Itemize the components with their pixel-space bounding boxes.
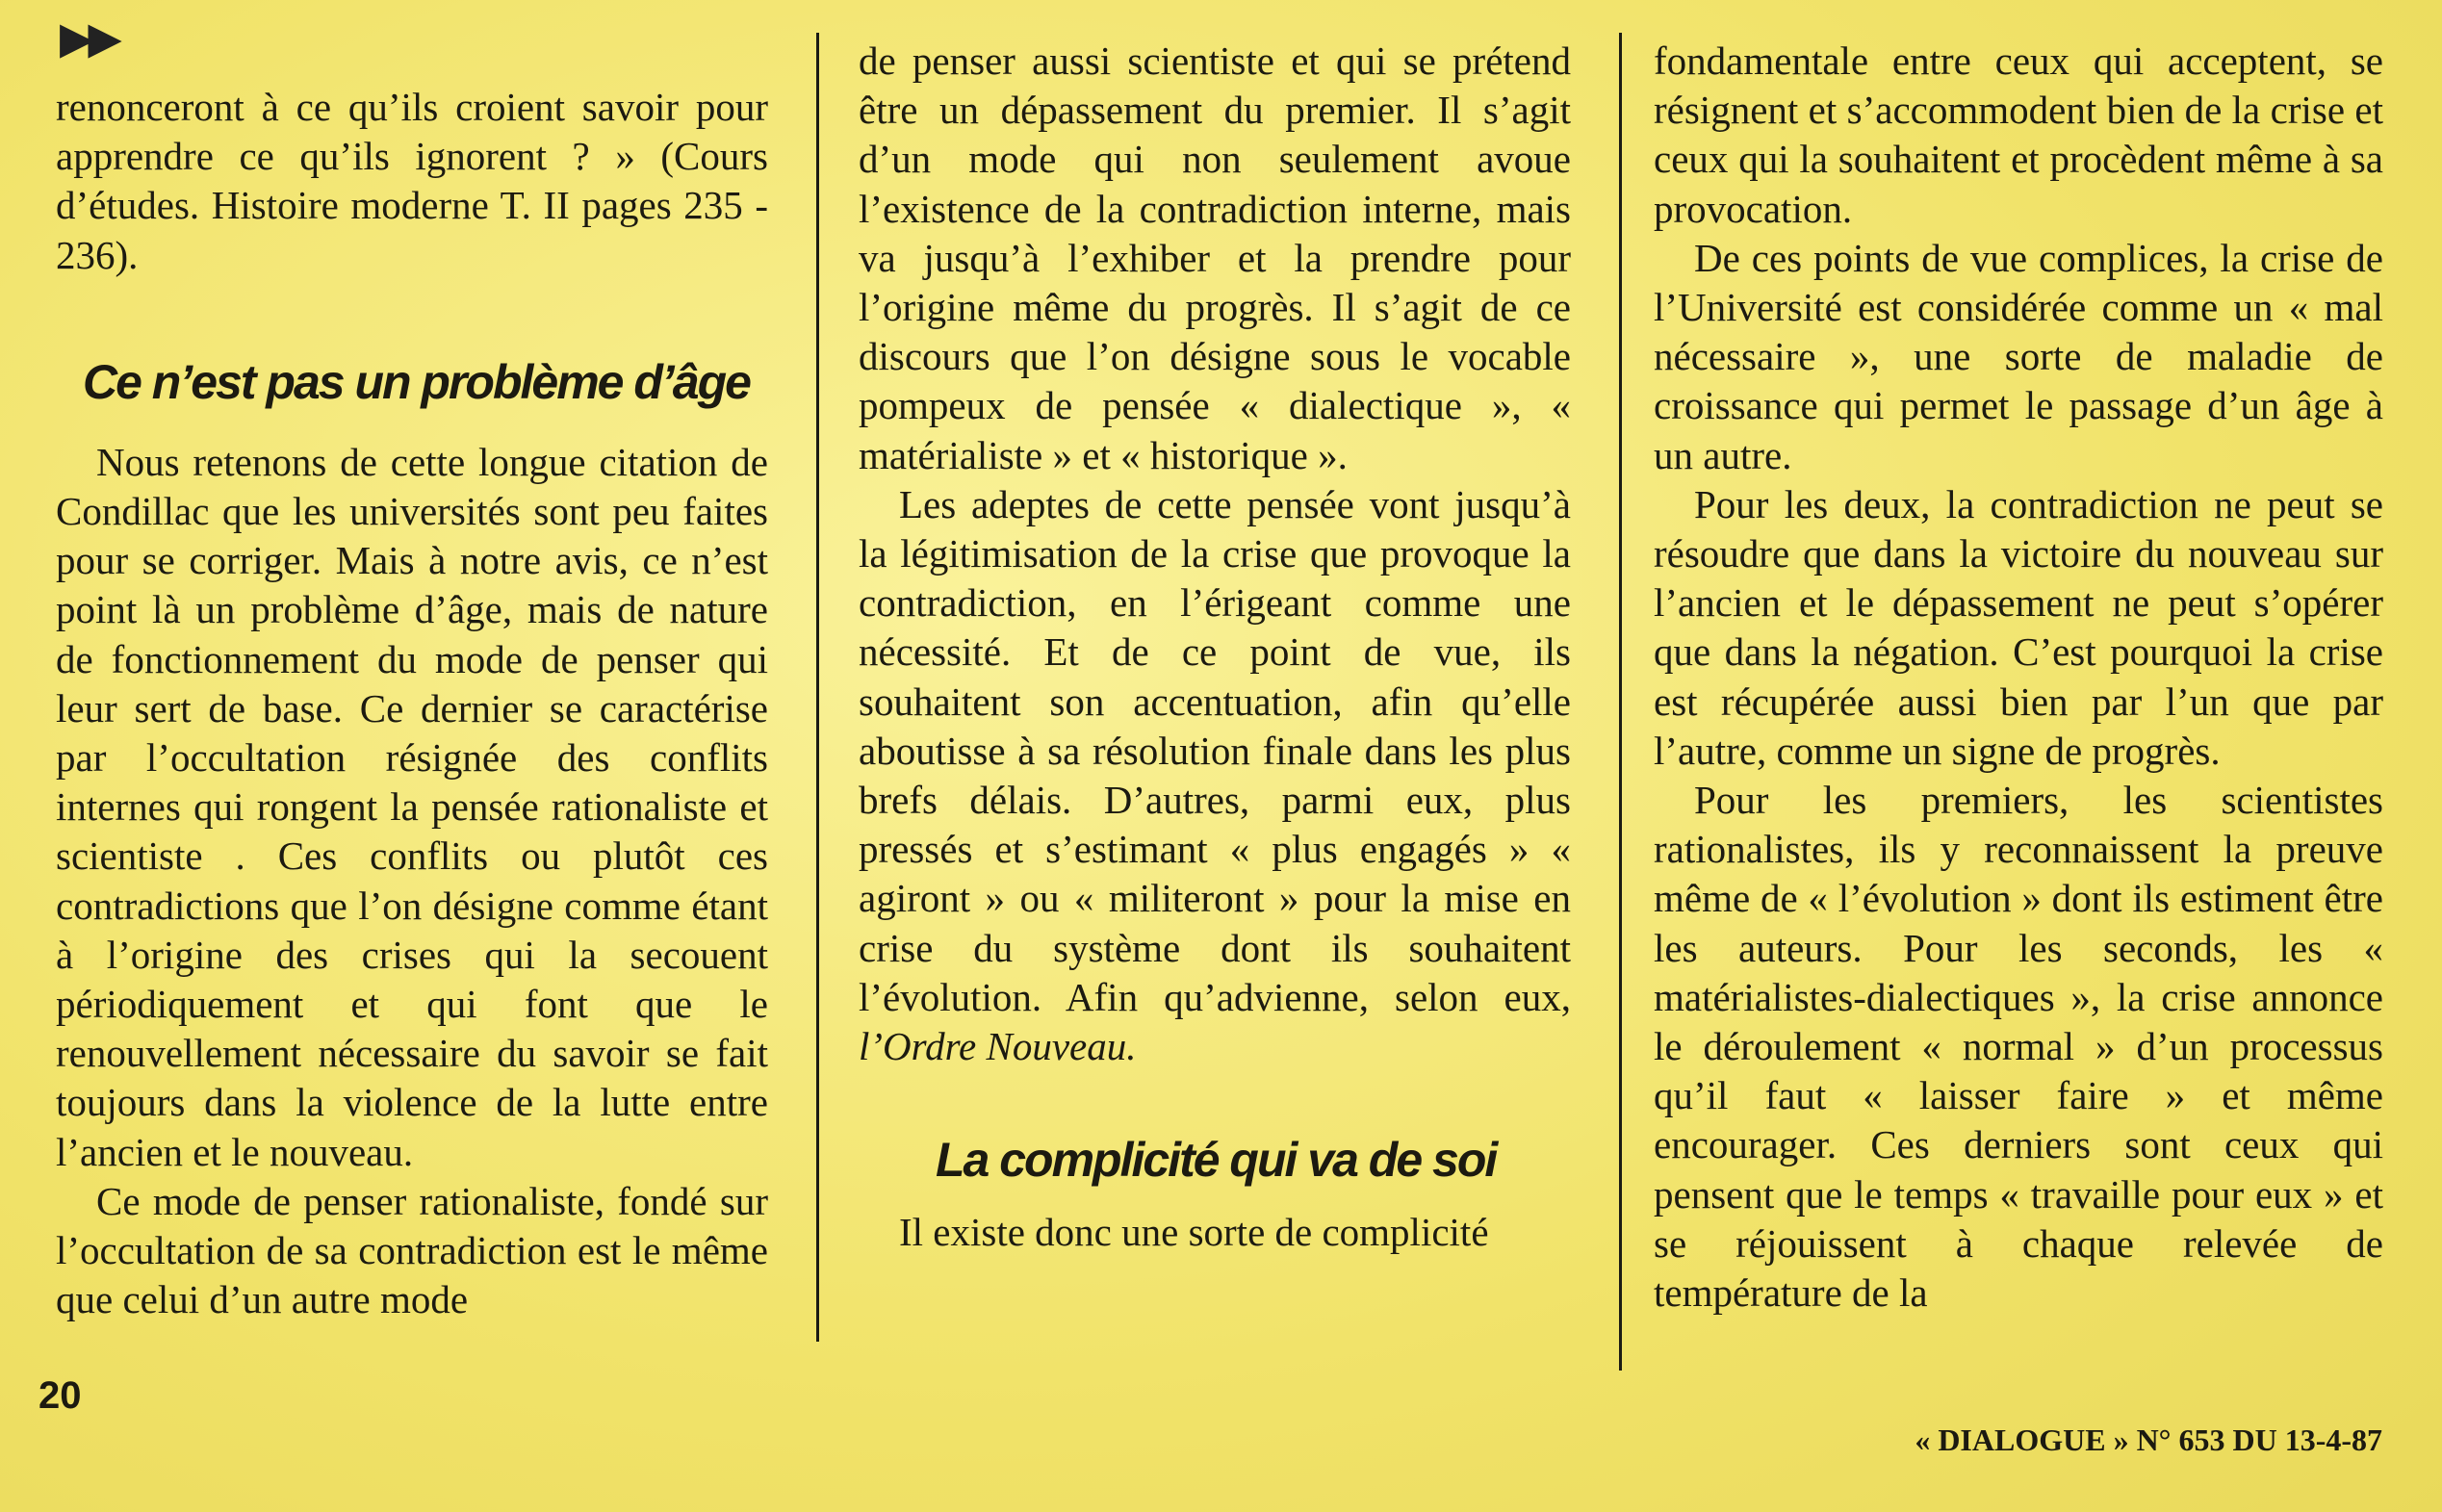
section-heading: Ce n’est pas un problème d’âge: [83, 354, 750, 409]
page-number: 20: [39, 1374, 82, 1417]
paragraph: renonceront à ce qu’ils croient savoir pour apprendre ce qu’ils ignorent ? » (Cours d’études. Histoire moderne T. II pages 235 - 236).: [56, 85, 768, 277]
paragraph: [859, 480, 1571, 1071]
paragraph: Il existe donc une sorte de complicité: [899, 1210, 1489, 1255]
section-heading: La complicité qui va de soi: [936, 1133, 1497, 1188]
italic-phrase: l’Ordre Nouveau.: [859, 1024, 1137, 1069]
paragraph: de penser aussi scientiste et qui se prétend être un dépassement du premier. Il s’agit d’un mode qui non seulement avoue l’existence de la contradiction interne, mais va jusqu’à l’exhiber et la prendre pour l’origine même du progrès. Il s’agit de ce discours que l’on désigne sous le vocable pompeux de pensée « dialectique », « matérialiste » et « historique ».: [859, 38, 1571, 477]
paragraph-text: Les adeptes de cette pensée vont jusqu’à la légitimisation de la crise que provoque la contradiction, en l’érigeant comme une nécessité. Et de ce point de vue, ils souhaitent son accentuation, afin qu’elle aboutisse à sa résolution finale dans les plus brefs délais. D’autres, parmi eux, plus pressés et s’estimant « plus engagés » « agiront » ou « militeront » pour la mise en crise du système dont ils souhaitent l’évolution. Afin qu’advienne, selon eux,: [859, 481, 1571, 1019]
column-divider: [816, 33, 819, 1342]
column-1: [56, 83, 768, 1324]
column-divider: [1619, 33, 1622, 1371]
column-3: [1654, 37, 2383, 1318]
paragraph: Pour les premiers, les scientistes rationalistes, ils y reconnaissent la preuve même de « l’évolution » dont ils estiment être les auteurs. Pour les seconds, les « matérialistes-dialectiques », la crise annonce le déroulement « normal » d’un processus qu’il faut « laisser faire » et même encourager. Ces derniers sont ceux qui pensent que le temps « travaille pour eux » et se réjouissent à chaque relevée de température de la: [1654, 778, 2383, 1316]
paragraph: De ces points de vue complices, la crise de l’Université est considérée comme un « mal nécessaire », une sorte de maladie de croissance qui permet le passage d’un âge à un autre.: [1654, 235, 2383, 477]
page-marker-icon: ▶▶: [60, 13, 116, 63]
paragraph: Ce mode de penser rationaliste, fondé sur l’occultation de sa contradiction est le même que celui d’un autre mode: [56, 1178, 768, 1322]
column-2: [859, 37, 1571, 1257]
paragraph: Nous retenons de cette longue citation de Condillac que les universités sont peu faites pour se corriger. Mais à notre avis, ce n’est point là un problème d’âge, mais de nature de fonctionnement du mode de penser qui leur sert de base. Ce dernier se caractérise par l’occultation résignée des conflits internes qui rongent la pensée rationaliste et scientiste . Ces conflits ou plutôt ces contradictions que l’on désigne comme étant à l’origine des crises qui la secouent périodiquement et qui font que le renouvellement nécessaire du savoir se fait toujours dans la violence de la lutte entre l’ancien et le nouveau.: [56, 439, 768, 1174]
publication-footer: « DIALOGUE » N° 653 DU 13-4-87: [1915, 1422, 2382, 1457]
paragraph: Pour les deux, la contradiction ne peut se résoudre que dans la victoire du nouveau sur l’ancien et le dépassement ne peut s’opérer que dans la négation. C’est pourquoi la crise est récupérée aussi bien par l’un que par l’autre, comme un signe de progrès.: [1654, 481, 2383, 773]
paragraph: fondamentale entre ceux qui acceptent, se résignent et s’accommodent bien de la crise et ceux qui la souhaitent et procèdent même à sa provocation.: [1654, 38, 2383, 231]
